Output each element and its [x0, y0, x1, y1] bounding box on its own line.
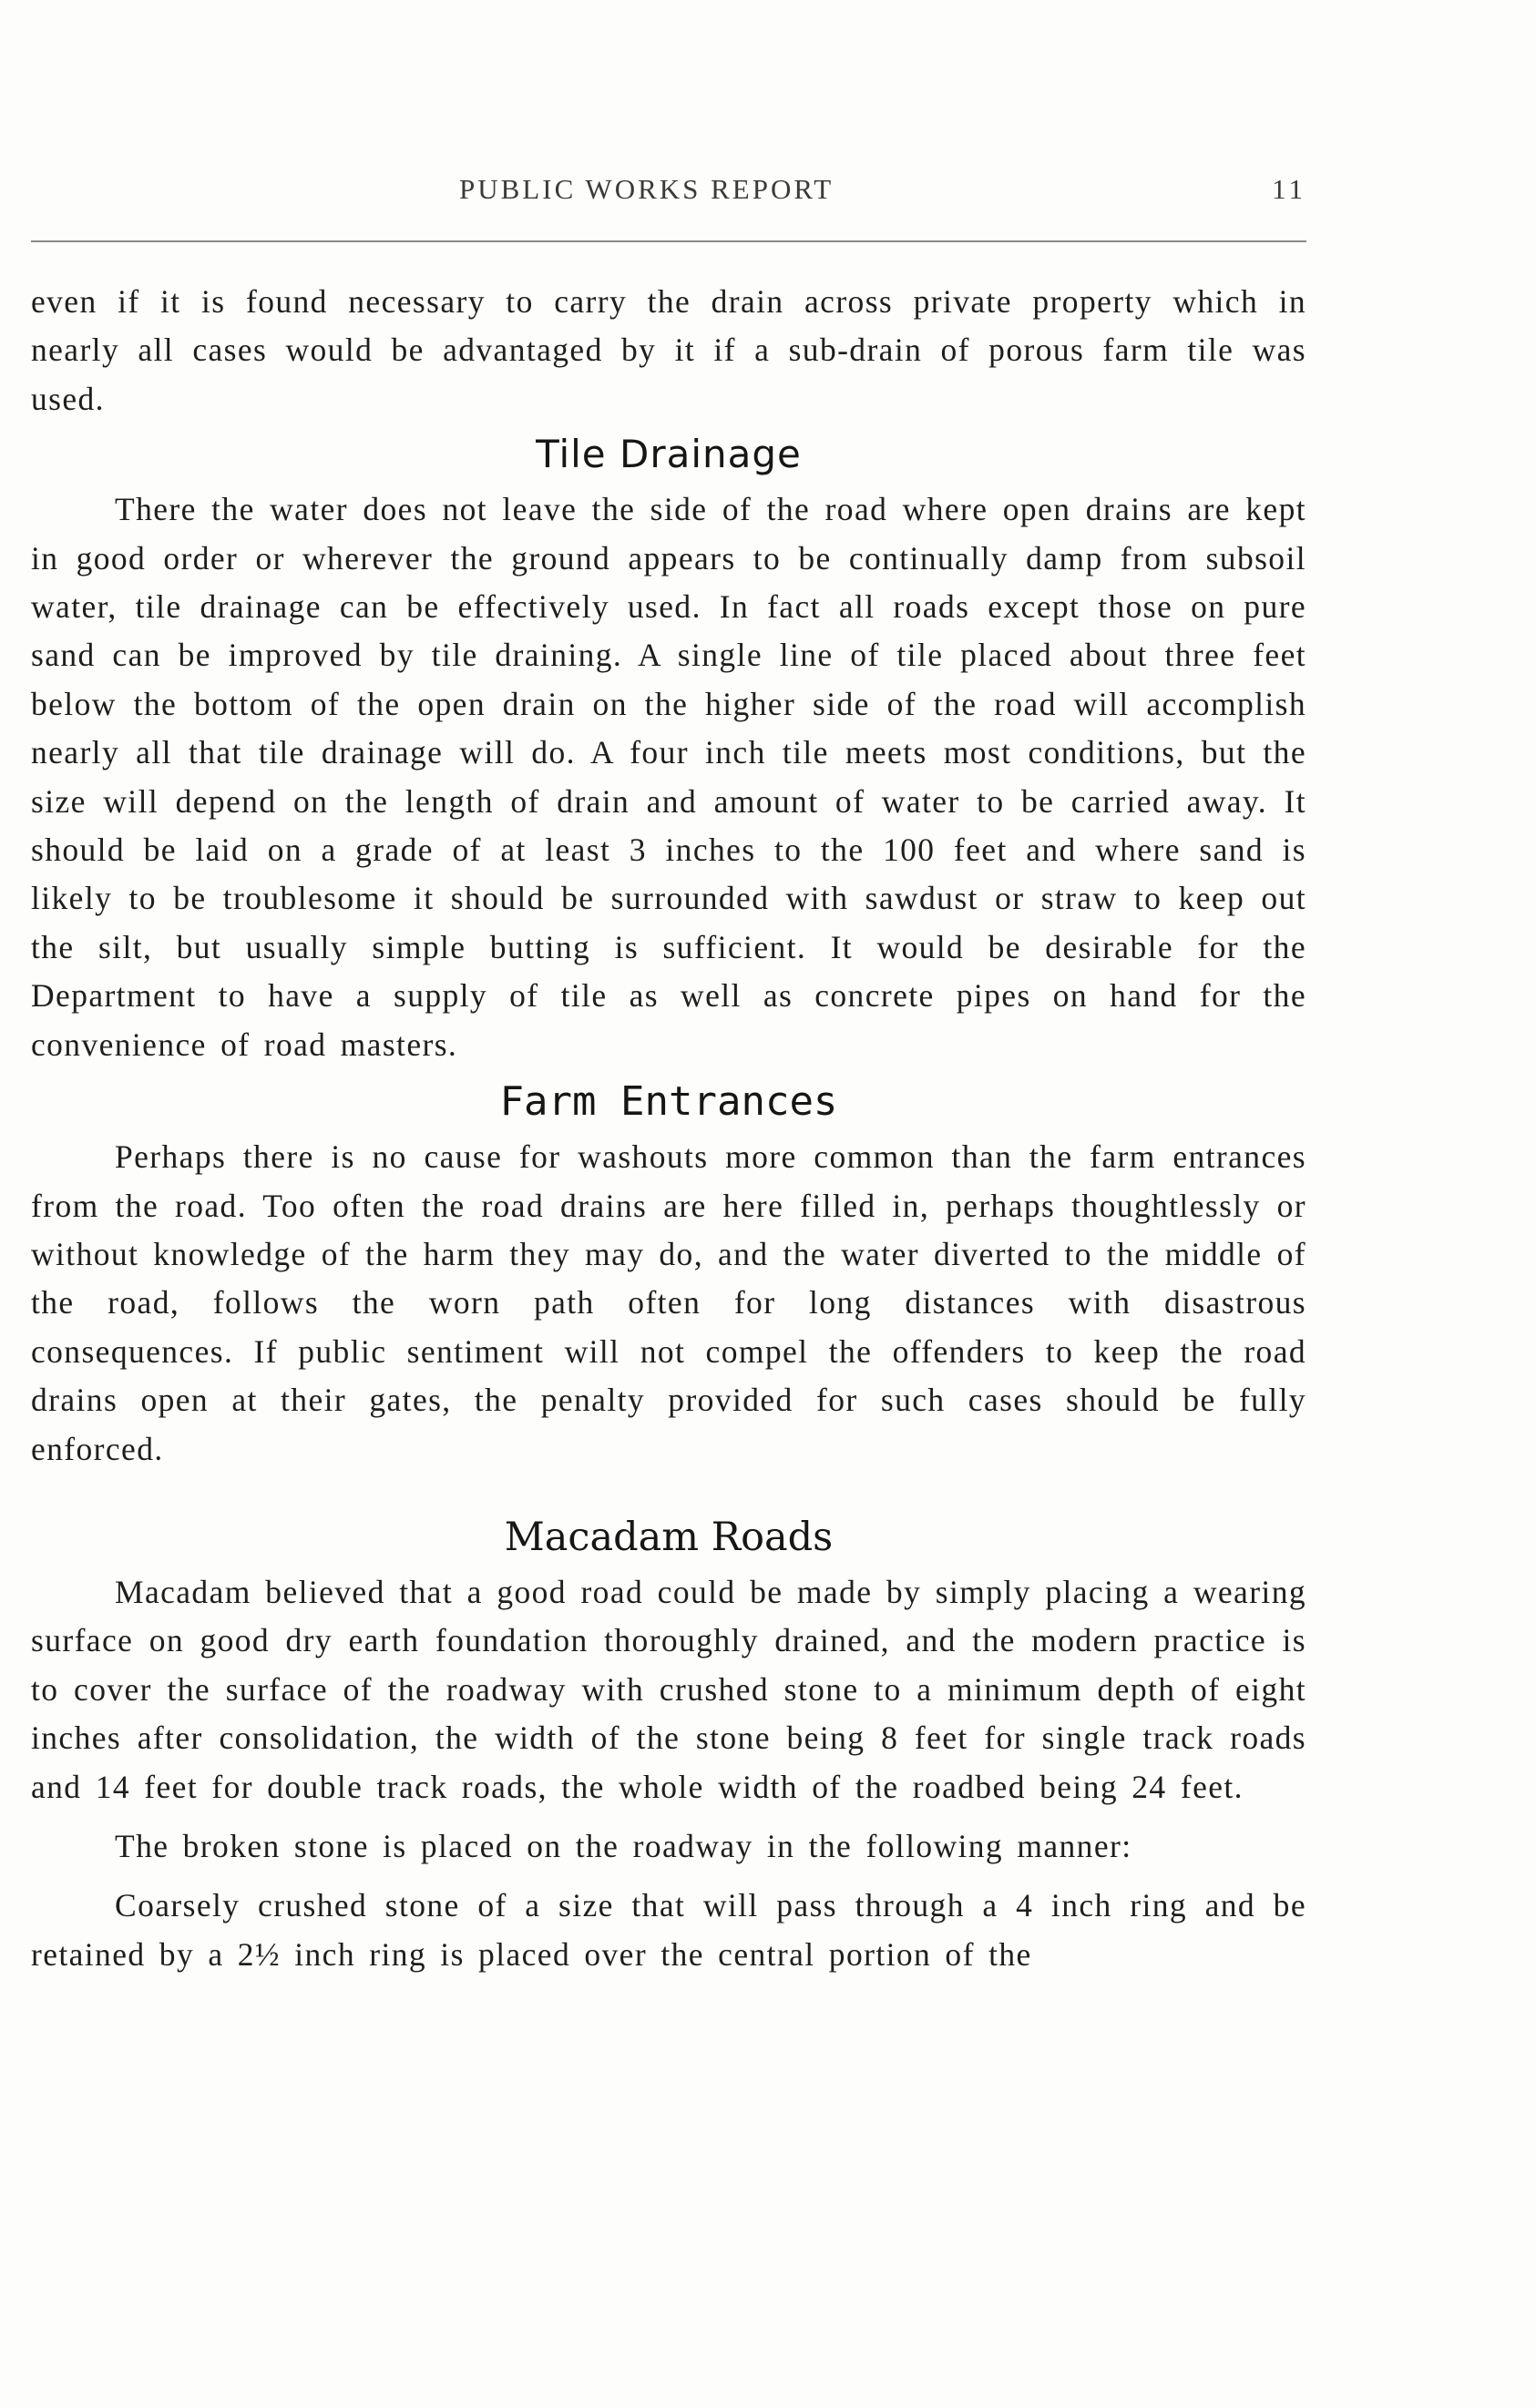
paragraph: The broken stone is placed on the roadway in the following manner:: [115, 1827, 1132, 1864]
paragraph: Macadam believed that a good road could be made by simply placing a wearing surface on good dry earth foundation thoroughly drained, and the modern practice is to cover the surface of the roadway with crushed stone to a minimum depth of eight inches after consolidation, the width of the stone being 8 feet for single track roads and 14 feet for double track roads, the whole width of the roadbed being 24 feet.: [31, 1573, 1306, 1805]
paragraph: Coarsely crushed stone of a size that will pass through a 4 inch ring and be retained by a 2½ inch ring is placed over the central portion of the: [31, 1887, 1306, 1973]
continued-section: [31, 278, 1306, 423]
page-number: 11: [1272, 173, 1306, 205]
paragraph: There the water does not leave the side of the road where open drains are kept in good order or wherever the ground appears to be continually damp from subsoil water, tile drainage can be effectively used. In fact all roads except those on pure sand can be improved by tile draining. A single line of tile placed about three feet below the bottom of the open drain on the higher side of the road will accomplish nearly all that tile drainage will do. A four inch tile meets most conditions, but the size will depend on the length of drain and amount of water to be carried away. It should be laid on a grade of at least 3 inches to the 100 feet and where sand is likely to be troublesome it should be surrounded with sawdust or straw to keep out the silt, but usually simple butting is sufficient. It would be desirable for the Department to have a supply of tile as well as concrete pipes on hand for the convenience of road masters.: [31, 491, 1306, 1063]
header-rule: [31, 240, 1306, 242]
section-farm-entrances: [31, 1069, 1306, 1474]
paragraph: Perhaps there is no cause for washouts more common than the farm entrances from the road. Too often the road drains are here filled in, perhaps thoughtlessly or without knowledge of the harm they may do, and the water diverted to the middle of the road, follows the worn path often for long distances with disastrous consequences. If public sentiment will not compel the offenders to keep the road drains open at their gates, the penalty provided for such cases should be fully enforced.: [31, 1138, 1306, 1467]
paragraph: even if it is found necessary to carry the drain across private property which in nearly all cases would be advantaged by it if a sub-drain of porous farm tile was used.: [31, 283, 1306, 417]
running-title: PUBLIC WORKS REPORT: [459, 173, 835, 205]
section-heading: Macadam Roads: [504, 1514, 834, 1560]
page-body: [31, 278, 1306, 1979]
paragraph-gap: [31, 1811, 1306, 1822]
paragraph-gap: [31, 1871, 1306, 1882]
section-macadam-roads: [31, 1474, 1306, 1979]
section-heading: Tile Drainage: [536, 432, 802, 477]
section-tile-drainage: [31, 423, 1306, 1069]
page-header: [31, 173, 1306, 219]
section-heading: Farm Entrances: [499, 1078, 838, 1126]
